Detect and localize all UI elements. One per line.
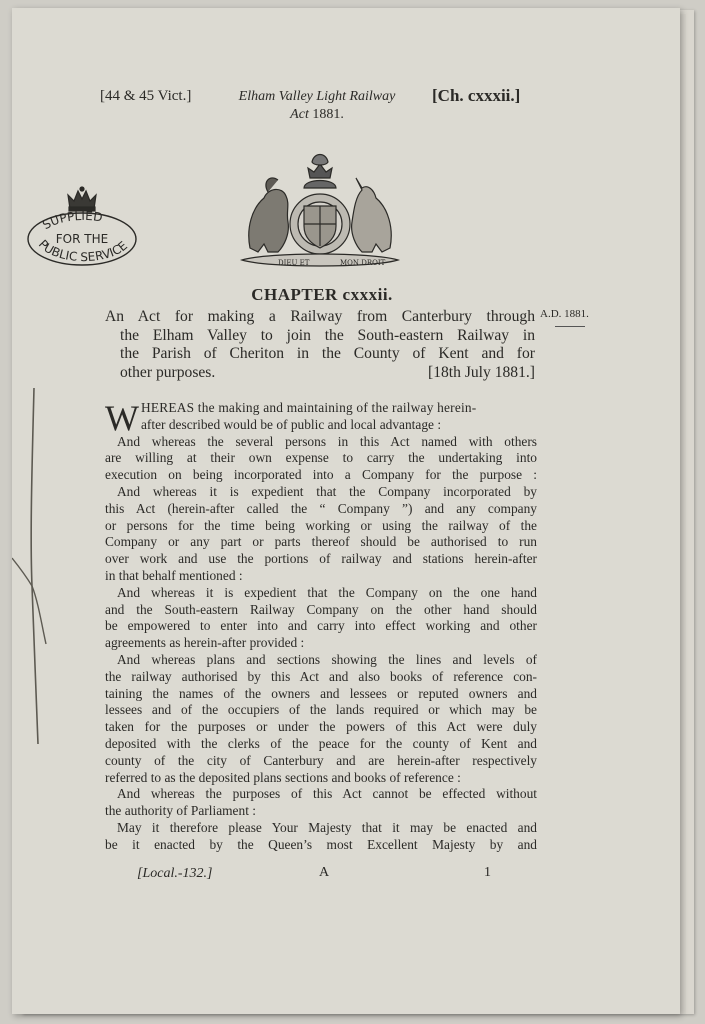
body-line: And whereas it is expedient that the Company incorporated by [117, 483, 537, 499]
body-line: And whereas the purposes of this Act cannot be effected without [117, 786, 537, 802]
body-line: be empowered to enter into and carry into effect working and other [105, 618, 537, 634]
preamble [105, 400, 537, 854]
chapter-reference: [Ch. cxxxii.] [432, 86, 521, 105]
signature-mark: A [319, 865, 330, 880]
short-title-year: Act 1881. [290, 107, 344, 122]
royal-coat-of-arms-icon [228, 148, 412, 276]
body-line: taining the names of the owners and lessees or reputed owners and [105, 685, 537, 701]
document-page [12, 8, 680, 1014]
chapter-heading: CHAPTER cxxxii. [251, 285, 393, 304]
short-title [217, 88, 417, 124]
body-line: taken for the purposes or under the powers of this Act were duly [105, 719, 537, 735]
margin-note: A.D. 1881. [540, 308, 589, 320]
title-last-line [105, 364, 535, 383]
page-number: 1 [484, 865, 491, 880]
body-line: this Act (herein-after called the “ Company ”) and any company [105, 500, 537, 516]
motto-right: MON DROIT [340, 259, 386, 267]
motto-left: DIEU ET [278, 259, 310, 267]
body-line: or persons for the time being working or using the railway of the [105, 517, 537, 533]
public-service-stamp [26, 183, 138, 267]
body-line: HEREAS the making and maintaining of the railway herein- [140, 400, 477, 415]
body-line: referred to as the deposited plans sections and books of reference : [105, 769, 461, 785]
short-title-name: Elham Valley Light Railway [238, 89, 396, 104]
body-line: the authority of Parliament : [105, 803, 256, 819]
body-line: And whereas the several persons in this Act named with others [117, 433, 537, 449]
stamp-middle-text: FOR THE [55, 232, 109, 246]
title-line: the Elham Valley to join the South-eastern Railway in [120, 326, 535, 344]
title-line: An Act for making a Railway from Canterbury through [105, 308, 535, 325]
session-reference: [44 & 45 Vict.] [100, 88, 192, 104]
margin-rule [555, 326, 585, 327]
svg-text:SUPPLIED [40, 209, 103, 232]
body-line: execution on being incorporated into a Company for the purpose : [105, 467, 537, 483]
body-line: in that behalf mentioned : [105, 567, 243, 583]
royal-assent-date: [18th July 1881.] [428, 363, 535, 381]
crown-icon [68, 187, 96, 211]
body-line: county of the city of Canterbury and are herein-after respectively [105, 752, 537, 768]
body-line: And whereas it is expedient that the Company on the one hand [117, 584, 537, 600]
body-line: over work and use the portions of railway and stations herein-after [105, 551, 537, 567]
stamp-bottom-text: PUBLIC SERVICE [35, 237, 131, 265]
body-line: lessees and of the occupiers of the lands required or which may be [105, 702, 537, 718]
body-line: the railway authorised by this Act and also books of reference con- [105, 668, 537, 684]
body-line: Company or any part or parts thereof should be authorised to run [105, 534, 537, 550]
body-line: deposited with the clerks of the peace for the county of Kent and [105, 735, 537, 751]
body-line: agreements as herein-after provided : [105, 635, 305, 651]
body-line: are willing at their own expense to carry the undertaking into [105, 450, 537, 466]
body-line: be it enacted by the Queen’s most Excellent Majesty by and [105, 836, 537, 852]
binding-thread [12, 386, 72, 746]
body-line: May it therefore please Your Majesty that it may be enacted and [117, 819, 537, 835]
drop-cap: W [105, 398, 139, 438]
long-title [105, 308, 535, 382]
body-line: And whereas plans and sections showing the lines and levels of [117, 651, 537, 667]
title-line: other purposes. [120, 363, 216, 381]
body-line: after described would be of public and local advantage : [140, 416, 442, 432]
title-line: the Parish of Cheriton in the County of Kent and for [120, 345, 535, 362]
body-line: and the South-eastern Railway Company on the other hand should [105, 601, 537, 617]
local-number: [Local.-132.] [137, 866, 213, 881]
stamp-top-text: SUPPLIED [40, 208, 104, 233]
